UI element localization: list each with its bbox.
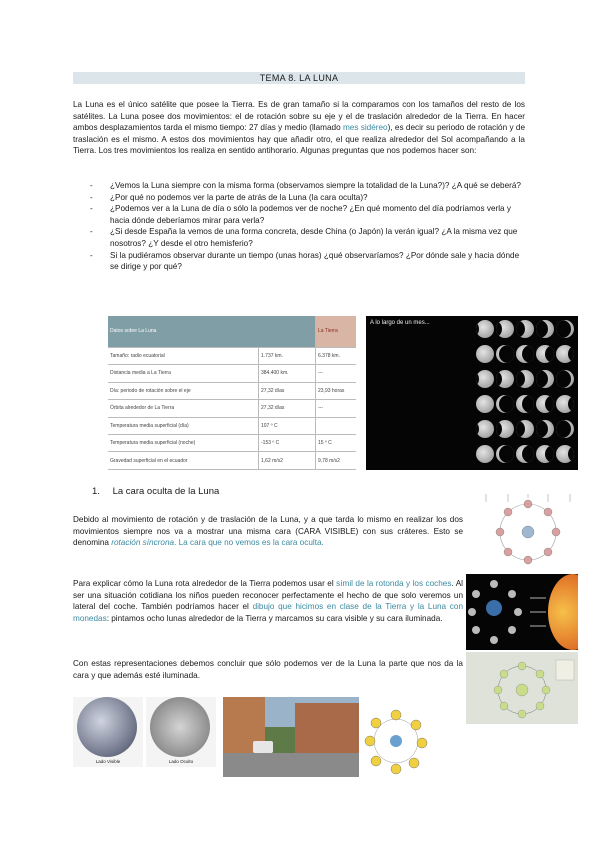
table-cell: 107 º C: [259, 417, 316, 434]
mes-sidereo-link[interactable]: mes sidéreo: [342, 123, 388, 133]
phases-caption: A lo largo de un mes...: [370, 320, 430, 326]
moon-phase-icon: [496, 445, 514, 463]
table-cell: Órbita alrededor de La Tierra: [108, 400, 259, 417]
monedas-link[interactable]: dibujo que hicimos en clase de la Tierra y la Luna con monedas: [73, 602, 463, 623]
questions-list: [88, 180, 525, 273]
question-item: - ¿Podemos ver a la Luna de día o sólo la podemos ver de noche? ¿En qué momento del día podríamos verla y hacia dónde deberíamos mirar para verla?: [88, 203, 525, 226]
table-row: [108, 400, 356, 417]
moon-phase-icon: [476, 445, 494, 463]
moon-phase-icon: [516, 395, 534, 413]
moon-phase-icon: [536, 370, 554, 388]
table-cell: 23,93 horas: [316, 382, 357, 399]
moon-visible-icon: [77, 697, 137, 757]
orbit-diagram-icon: [478, 490, 578, 572]
moon-phase-icon: [476, 395, 494, 413]
moon-phase-icon: [476, 345, 494, 363]
moon-phase-icon: [476, 420, 494, 438]
moon-phase-icon: [496, 370, 514, 388]
moon-hidden-icon: [150, 697, 210, 757]
table-cell: Distancia media a La Tierra: [108, 365, 259, 382]
table-cell: 6.378 km.: [316, 347, 357, 364]
table-header-cell: Datos sobre La Luna: [108, 316, 259, 347]
caption-visible: Lado Visible: [95, 759, 121, 764]
section-heading: [92, 486, 219, 497]
moon-phase-icon: [496, 320, 514, 338]
table-row: [108, 347, 356, 364]
table-cell: 27,32 días: [259, 382, 316, 399]
section-title: La cara oculta de la Luna: [112, 486, 220, 497]
table-row: [108, 452, 356, 470]
table-cell: Temperatura media superficial (noche): [108, 434, 259, 451]
table-cell: [316, 417, 357, 434]
moon-phase-icon: [536, 445, 554, 463]
moon-phase-icon: [556, 395, 574, 413]
text: Para explicar cómo la Luna rota alrededor de la Tierra podemos usar el: [73, 579, 337, 588]
moon-phase-icon: [516, 445, 534, 463]
question-item: - ¿Por qué no podemos ver la parte de atrás de la Luna (la cara oculta)?: [88, 192, 525, 204]
moon-data-table: [108, 316, 356, 470]
moon-phase-icon: [536, 345, 554, 363]
question-item: - ¿Si desde España la vemos de una forma concreta, desde China (o Japón) la verán igual? ¿A la misma vez que nosotros? ¿Y desde el otro hemisferio?: [88, 226, 525, 249]
sun-earth-moon-image: [466, 574, 578, 650]
moon-phase-icon: [496, 395, 514, 413]
car-icon: [253, 741, 273, 753]
moon-phase-icon: [536, 320, 554, 338]
section-paragraph-2: [73, 578, 463, 624]
table-row: [108, 417, 356, 434]
text: . La cara que no vemos es la cara oculta.: [174, 538, 324, 548]
moon-phase-icon: [556, 370, 574, 388]
question-item: - Si la pudiéramos observar durante un tiempo (unas horas) ¿qué observaríamos? ¿Por dónde sale y hacia dónde se dirige y por qué?: [88, 250, 525, 273]
moon-phase-icon: [476, 320, 494, 338]
section-paragraph-1: [73, 514, 463, 549]
table-cell: Día: periodo de rotación sobre el eje: [108, 382, 259, 399]
section-number: 1.: [92, 486, 100, 497]
roundabout-photo: [223, 697, 359, 777]
rotacion-sincrona-link[interactable]: rotación síncrona: [111, 538, 175, 548]
table-row: [108, 365, 356, 382]
visible-side-image: [73, 697, 143, 767]
moon-phase-icon: [556, 320, 574, 338]
orbit-diagram-image: [478, 490, 578, 572]
moon-phase-icon: [556, 345, 574, 363]
page-title: TEMA 8. LA LUNA: [73, 72, 525, 84]
text: : pintamos ocho lunas alrededor de la Tierra y marcamos su cara visible y su cara iluminada.: [106, 613, 443, 623]
table-cell: 15 º C: [316, 434, 357, 451]
building-icon: [295, 703, 359, 759]
table-cell: -153 º C: [259, 434, 316, 451]
intro-text-1: La Luna es el único satélite que posee la Tierra. Es de gran tamaño si la comparamos con los tamaños del resto de los satélites. La Luna posee dos movimientos: el de rotación sobre su eje y el de traslación alrededor de la Tierra. En hacer ambos desplazamientos tarda el mismo tiempo: 27 días y medio (llamado: [73, 100, 525, 133]
moon-phase-icon: [496, 345, 514, 363]
moon-phase-icon: [536, 420, 554, 438]
table-cell: 1,62 m/s2: [259, 452, 316, 470]
moon-phase-icon: [516, 420, 534, 438]
hidden-side-image: [146, 697, 216, 767]
moon-cycle-icon: [364, 705, 428, 777]
text: . Al ser una situación cotidiana los niños pueden reconocer perfectamente el hecho de que solo veremos un lateral del coche. También podríamos hacer el: [73, 579, 463, 612]
caption-hidden: Lado Oculto: [168, 759, 194, 764]
text: Debido al movimiento de rotación y de traslación de la Luna, y a que tarda lo mismo en realizar los dos movimientos siempre nos va a mostrar una misma cara (CARA VISIBLE) con sus cráteres. Esto se denomina: [73, 515, 463, 548]
intro-paragraph: [73, 99, 525, 157]
moon-phase-icon: [516, 370, 534, 388]
table-cell: Tamaño: radio ecuatorial: [108, 347, 259, 364]
table-cell: 384.400 km.: [259, 365, 316, 382]
table-cell: 1.737 km.: [259, 347, 316, 364]
moon-positions-icon: [466, 574, 578, 650]
moon-phase-icon: [536, 395, 554, 413]
table-cell: Gravedad superficial en el ecuador: [108, 452, 259, 470]
table-cell: Temperatura media superficial (día): [108, 417, 259, 434]
table-header-cell: [259, 316, 316, 347]
moon-phase-icon: [476, 370, 494, 388]
moon-phase-icon: [496, 420, 514, 438]
table-cell: 9,78 m/s2: [316, 452, 357, 470]
moon-phase-icon: [516, 320, 534, 338]
table-row: [108, 382, 356, 399]
road-icon: [223, 753, 359, 777]
table-cell: ---: [316, 400, 357, 417]
coins-drawing-image: [466, 652, 578, 724]
moon-phase-icon: [516, 345, 534, 363]
moon-phases-image: [366, 316, 578, 470]
table-header-cell: La Tierra: [316, 316, 357, 347]
table-header-row: [108, 316, 356, 347]
table-row: [108, 434, 356, 451]
moon-phase-icon: [556, 420, 574, 438]
intro-text-2: ), es decir su periodo de rotación y de traslación es el mismo. A estos dos movimientos hay que añadir otro, el que realiza alrededor del Sol acompañando a la Tierra. Los tres movimientos los realiza en sentido antihorario. Algunas preguntas que nos podemos hacer son:: [73, 123, 525, 156]
question-item: - ¿Vemos la Luna siempre con la misma forma (observamos siempre la totalidad de la Luna?)? ¿A qué se deberá?: [88, 180, 525, 192]
table-cell: ---: [316, 365, 357, 382]
section-paragraph-3: Con estas representaciones debemos concluir que sólo podemos ver de la Luna la parte que nos da la cara y que además esté iluminada.: [73, 659, 463, 680]
rotonda-link[interactable]: símil de la rotonda y los coches: [336, 579, 452, 588]
moon-cycle-diagram: [364, 705, 428, 777]
table-cell: 27,32 días: [259, 400, 316, 417]
moon-phase-icon: [556, 445, 574, 463]
coins-drawing-icon: [466, 652, 578, 724]
